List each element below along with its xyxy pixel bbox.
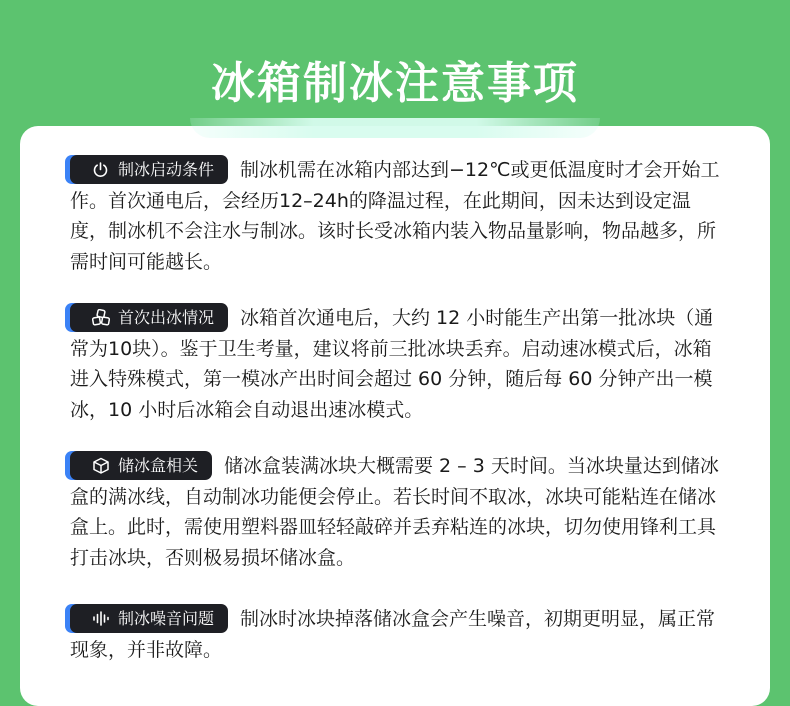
- tag-start-condition: [70, 155, 228, 184]
- tag-label: 首次出冰情况: [118, 308, 215, 327]
- tag-label: 储冰盒相关: [118, 456, 199, 475]
- sound-wave-icon: [92, 610, 110, 627]
- tag-label: 制冰噪音问题: [118, 609, 215, 628]
- section-noise: [70, 604, 720, 665]
- power-icon: [92, 161, 109, 178]
- tag-noise: [70, 604, 228, 633]
- section-ice-box: [70, 451, 720, 573]
- section-first-ice: [70, 303, 720, 425]
- section-text: 储冰盒装满冰块大概需要 2 – 3 天时间。当冰块量达到储冰盒的满冰线，自动制冰功能便会停止。若长时间不取冰，冰块可能粘连在储冰盒上。此时，需使用塑料器皿轻轻敲碎并丢弃粘连的冰块，切勿使用锋利工具打击冰块，否则极易损坏储冰盒。: [70, 455, 719, 569]
- ice-box-icon: [92, 457, 110, 474]
- section-text: 制冰时冰块掉落储冰盒会产生噪音，初期更明显，属正常现象，并非故障。: [70, 608, 716, 661]
- tag-ice-box: [70, 451, 212, 480]
- section-start-condition: [70, 155, 720, 277]
- section-text: 冰箱首次通电后，大约 12 小时能生产出第一批冰块（通常为10块）。鉴于卫生考量，建议将前三批冰块丢弃。启动速冰模式后，冰箱进入特殊模式，第一模冰产出时间会超过 60 分钟，随后每 60 分钟产出一模冰，10 小时后冰箱会自动退出速冰模式。: [70, 307, 714, 421]
- ice-cubes-icon: [92, 309, 110, 326]
- page-title: 冰箱制冰注意事项: [211, 58, 579, 109]
- decorative-glow: [190, 118, 600, 138]
- tag-label: 制冰启动条件: [118, 160, 215, 179]
- section-text: 制冰机需在冰箱内部达到−12℃或更低温度时才会开始工作。首次通电后，会经历12–24h的降温过程，在此期间，因未达到设定温度，制冰机不会注水与制冰。该时长受冰箱内装入物品量影响，物品越多，所需时间可能越长。: [70, 159, 720, 273]
- tag-first-ice: [70, 303, 228, 332]
